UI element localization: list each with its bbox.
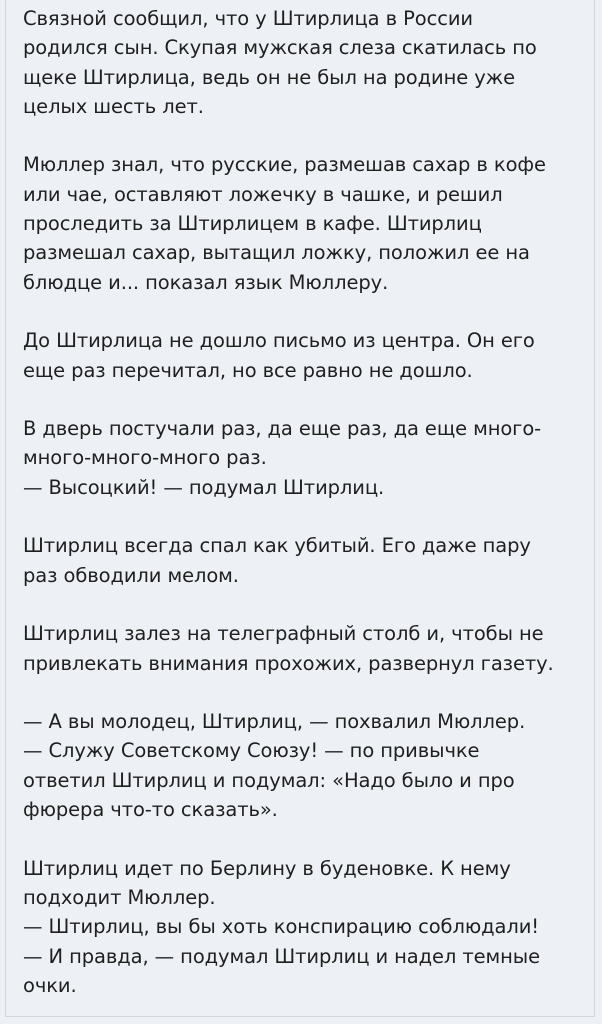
text-line: ответил Штирлиц и подумал: «Надо было и про <box>23 768 515 792</box>
joke-paragraph <box>23 326 588 385</box>
text-line: много-много-много раз. <box>23 446 267 470</box>
text-line: или чае, оставляют ложечку в чашке, и решил <box>23 182 503 206</box>
text-line: — А вы молодец, Штирлиц, — похвалил Мюллер. <box>23 710 526 734</box>
text-line: проследить за Штирлицем в кафе. Штирлиц <box>23 212 482 236</box>
text-line: подходит Мюллер. <box>23 885 216 909</box>
post-text <box>23 4 588 1000</box>
text-line: размешал сахар, вытащил ложку, положил ее на <box>23 241 530 265</box>
text-line: очки. <box>23 973 77 997</box>
text-line: Штирлиц идет по Берлину в буденовке. К нему <box>23 856 511 880</box>
joke-paragraph <box>23 150 588 296</box>
text-line: В дверь постучали раз, да еще раз, да еще много- <box>23 417 542 441</box>
text-line: щеке Штирлица, ведь он не был на родине уже <box>23 65 516 89</box>
joke-paragraph <box>23 414 588 502</box>
joke-paragraph <box>23 4 588 121</box>
text-line: Штирлиц всегда спал как убитый. Его даже пару <box>23 534 531 558</box>
text-line: еще раз перечитал, но все равно не дошло. <box>23 358 473 382</box>
text-line: До Штирлица не дошло письмо из центра. Он его <box>23 329 535 353</box>
text-line: — Высоцкий! — подумал Штирлиц. <box>23 475 385 499</box>
text-line: раз обводили мелом. <box>23 563 239 587</box>
text-line: Мюллер знал, что русские, размешав сахар в кофе <box>23 153 546 177</box>
text-line: целых шесть лет. <box>23 94 204 118</box>
joke-paragraph <box>23 707 588 824</box>
text-line: — Штирлиц, вы бы хоть конспирацию соблюдали! <box>23 915 540 939</box>
text-line: Связной сообщил, что у Штирлица в России <box>23 7 474 30</box>
post-card <box>5 0 595 1017</box>
text-line: блюдце и... показал язык Мюллеру. <box>23 270 389 294</box>
text-line: — Служу Советскому Союзу! — по привычке <box>23 739 480 763</box>
text-line: — И правда, — подумал Штирлиц и надел темные <box>23 944 540 968</box>
text-line: фюрера что-то сказать». <box>23 798 278 822</box>
joke-paragraph <box>23 619 588 678</box>
text-line: родился сын. Скупая мужская слеза скатилась по <box>23 36 537 60</box>
text-line: Штирлиц залез на телеграфный столб и, чтобы не <box>23 622 544 646</box>
joke-paragraph <box>23 854 588 1000</box>
joke-paragraph <box>23 531 588 590</box>
text-line: привлекать внимания прохожих, развернул газету. <box>23 651 554 675</box>
